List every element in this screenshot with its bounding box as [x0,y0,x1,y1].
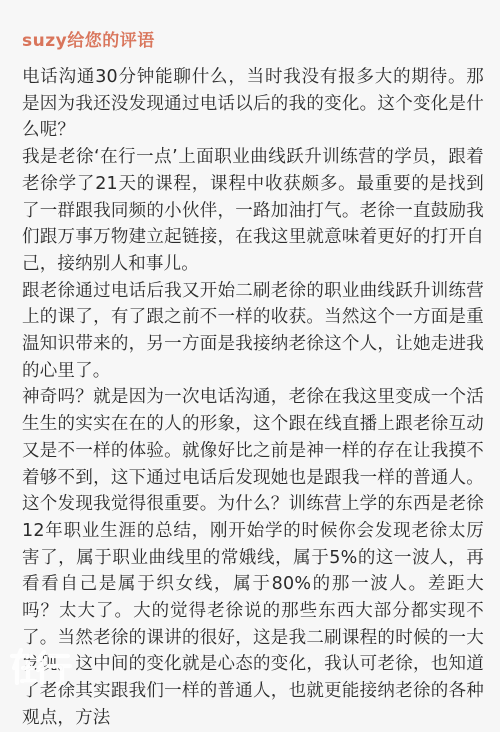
review-paragraph-3: 跟老徐通过电话后我又开始二刷老徐的职业曲线跃升训练营上的课了，有了跟之前不一样的收获。当然这个一方面是重温知识带来的，另一方面是我接纳老徐这个人，让她走进我的心里了。 [22,280,484,381]
review-paragraph-4: 神奇吗？就是因为一次电话沟通，老徐在我这里变成一个活生生的实实在在的人的形象，这个跟在线直播上跟老徐互动又是不一样的体验。就像好比之前是神一样的存在让我摸不着够不到，这下通过电话后发现她也是跟我一样的普通人。这个发现我觉得很重要。为什么？训练营上学的东西是老徐12年职业生涯的总结，刚开始学的时候你会发现老徐太厉害了，属于职业曲线里的常娥线，属于5%的这一波人，再看看自己是属于织女线，属于80%的那一波人。差距大吗？太大了。大的觉得老徐说的那些东西大部分都实现不了。当然老徐的课讲的很好，这是我二刷课程的时候的一大发现。这中间的变化就是心态的变化，我认可老徐，也知道了老徐其实跟我们一样的普通人，也就更能接纳老徐的各种观点，方法 [22,387,484,728]
review-paragraph-2: 我是老徐‘在行一点’上面职业曲线跃升训练营的学员，跟着老徐学了21天的课程，课程中收获颇多。最重要的是找到了一群跟我同频的小伙伴，一路加油打气。老徐一直鼓励我们跟万事万物建立起链接，在我这里就意味着更好的打开自己，接纳别人和事儿。 [22,147,484,274]
review-heading: suzy给您的评语 [22,31,155,51]
review-paragraph-1: 电话沟通30分钟能聊什么，当时我没有报多大的期待。那是因为我还没发现通过电话以后的我的变化。这个变化是什么呢？ [22,67,484,141]
review-body [22,64,484,728]
